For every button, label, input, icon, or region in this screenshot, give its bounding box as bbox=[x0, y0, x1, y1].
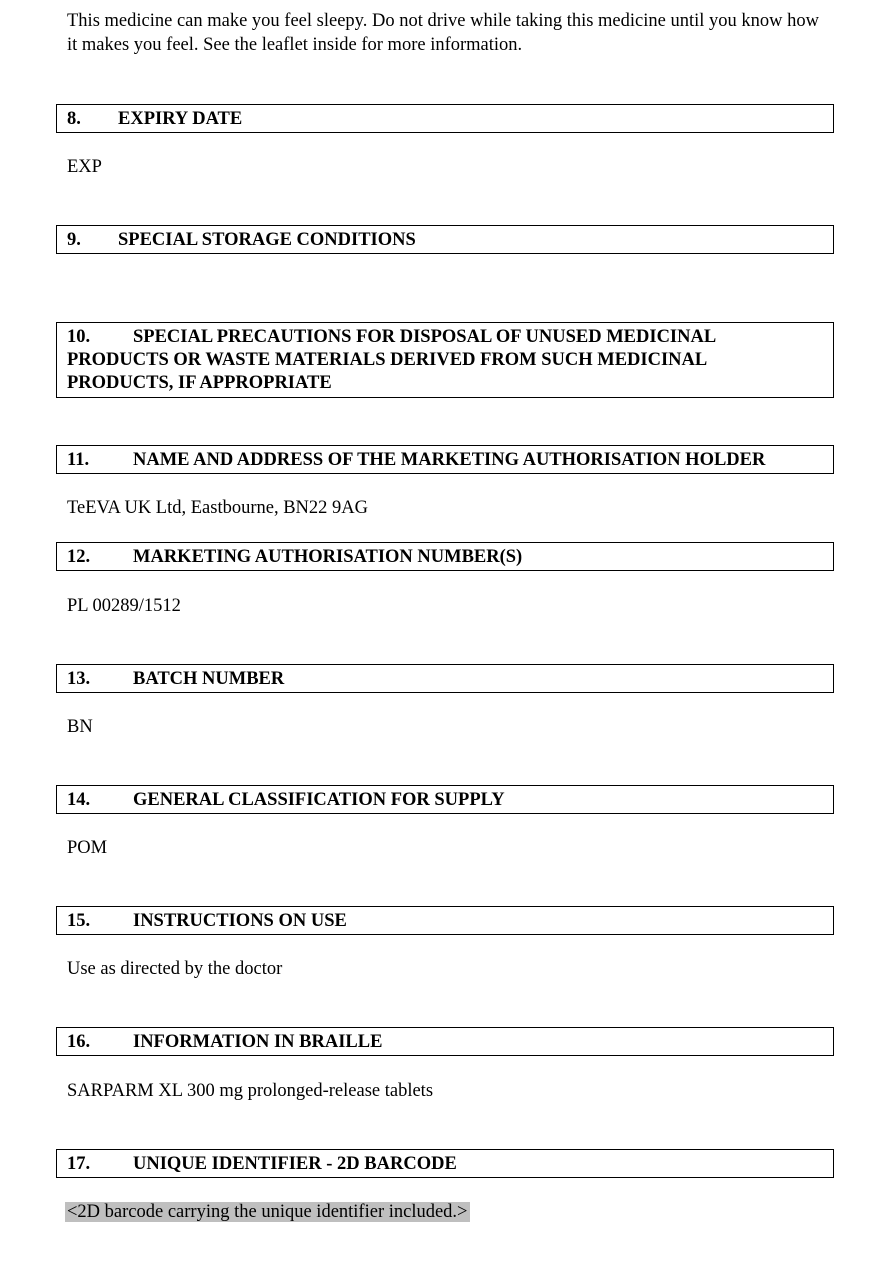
section-number: 13. bbox=[67, 669, 91, 689]
section-heading: GENERAL CLASSIFICATION FOR SUPPLY bbox=[133, 790, 505, 810]
section-number: 9. bbox=[67, 230, 81, 250]
batch-number-value: BN bbox=[67, 717, 93, 737]
section-heading: SPECIAL PRECAUTIONS FOR DISPOSAL OF UNUSED MEDICINAL PRODUCTS OR WASTE MATERIALS DERIVED FROM SUCH MEDICINAL PRODUCTS, IF APPROPRIATE bbox=[67, 327, 716, 393]
section-11-heading-box bbox=[56, 445, 834, 474]
barcode-value bbox=[67, 1200, 470, 1224]
barcode-placeholder-highlight: <2D barcode carrying the unique identifier included.> bbox=[67, 1202, 468, 1222]
section-number: 17. bbox=[67, 1154, 91, 1174]
section-16-heading-box bbox=[56, 1027, 834, 1056]
section-heading: NAME AND ADDRESS OF THE MARKETING AUTHORISATION HOLDER bbox=[133, 450, 766, 470]
section-heading: BATCH NUMBER bbox=[133, 669, 285, 689]
section-number: 15. bbox=[67, 911, 91, 931]
section-number: 8. bbox=[67, 109, 81, 129]
section-heading: INSTRUCTIONS ON USE bbox=[133, 911, 347, 931]
section-heading: MARKETING AUTHORISATION NUMBER(S) bbox=[133, 547, 523, 567]
braille-value: SARPARM XL 300 mg prolonged-release tablets bbox=[67, 1081, 434, 1101]
marketing-holder-value: TeEVA UK Ltd, Eastbourne, BN22 9AG bbox=[67, 498, 369, 518]
section-heading: EXPIRY DATE bbox=[118, 109, 243, 129]
intro-warning-text: This medicine can make you feel sleepy. Do not drive while taking this medicine until you know how it makes you feel. See the leaflet inside for more information. bbox=[67, 11, 819, 55]
section-14-heading-box bbox=[56, 785, 834, 814]
section-number: 12. bbox=[67, 547, 91, 567]
section-number: 16. bbox=[67, 1032, 91, 1052]
section-13-heading-box bbox=[56, 664, 834, 693]
section-heading: INFORMATION IN BRAILLE bbox=[133, 1032, 383, 1052]
section-9-heading-box bbox=[56, 225, 834, 254]
section-15-heading-box bbox=[56, 906, 834, 935]
authorisation-number-value: PL 00289/1512 bbox=[67, 596, 181, 616]
section-12-heading-box bbox=[56, 542, 834, 571]
section-number: 11. bbox=[67, 450, 90, 470]
expiry-date-value: EXP bbox=[67, 157, 102, 177]
section-number: 10. bbox=[67, 327, 91, 347]
section-heading: SPECIAL STORAGE CONDITIONS bbox=[118, 230, 416, 250]
section-10-heading-box bbox=[56, 322, 834, 398]
instructions-value: Use as directed by the doctor bbox=[67, 959, 283, 979]
classification-value: POM bbox=[67, 838, 108, 858]
section-17-heading-box bbox=[56, 1149, 834, 1178]
section-8-heading-box bbox=[56, 104, 834, 133]
section-number: 14. bbox=[67, 790, 91, 810]
section-heading: UNIQUE IDENTIFIER - 2D BARCODE bbox=[133, 1154, 457, 1174]
